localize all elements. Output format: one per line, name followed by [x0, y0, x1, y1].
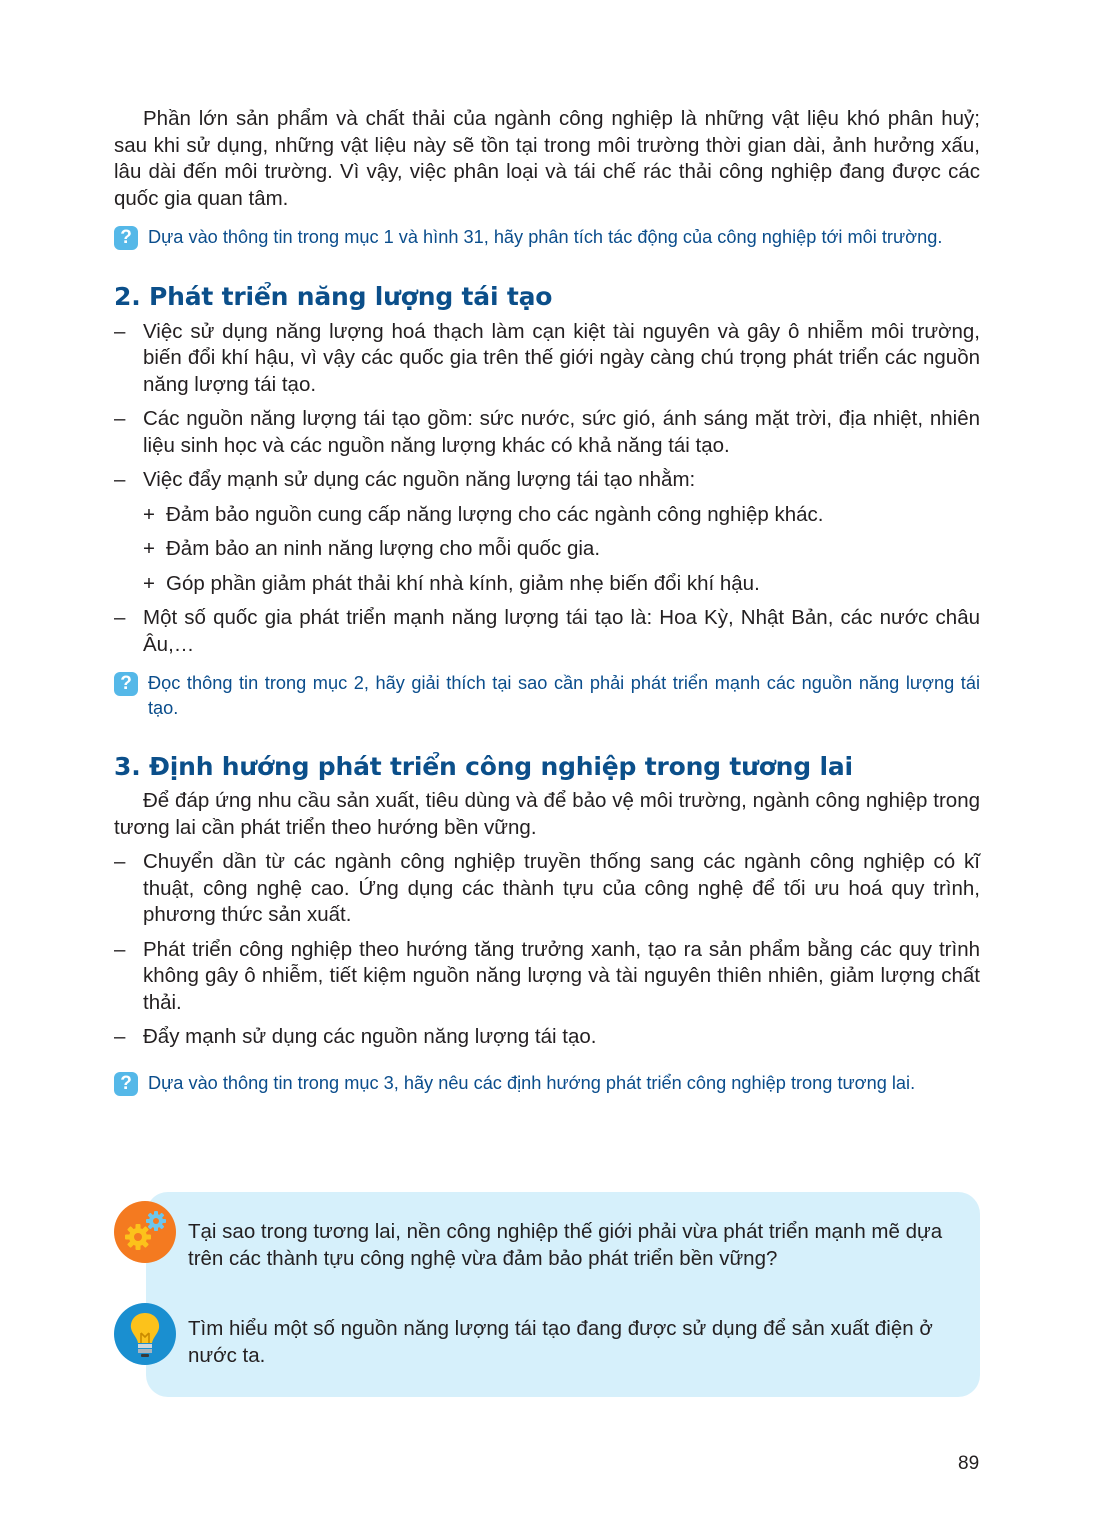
dash-marker: –: [114, 850, 126, 873]
gears-icon: [114, 1201, 176, 1263]
page-number: 89: [958, 1453, 980, 1474]
question-icon: ?: [114, 226, 138, 250]
question-3-text: Dựa vào thông tin trong mục 3, hãy nêu các định hướng phát triển công nghiệp trong tương lai.: [148, 1072, 916, 1093]
dash-marker: –: [114, 937, 126, 961]
question-icon: ?: [114, 672, 138, 696]
dash-marker: –: [114, 468, 126, 491]
plus-marker: +: [143, 537, 155, 560]
plus-marker: +: [143, 571, 155, 595]
dash-marker: –: [114, 1025, 126, 1048]
activity-extend: Tìm hiểu một số nguồn năng lượng tái tạo đang được sử dụng để sản xuất điện ở nước ta.: [188, 1317, 933, 1367]
dash-marker: –: [114, 606, 126, 629]
section3-item-1: – Chuyển dần từ các ngành công nghiệp truyền thống sang các ngành công nghiệp có kĩ thuật, công nghệ cao. Ứng dụng các thành tựu của công nghệ để tối ưu hoá quy trình, phương thức sản xuất.: [114, 850, 980, 926]
plus-marker: +: [143, 502, 155, 526]
section2-sub-3: + Góp phần giảm phát thải khí nhà kính, giảm nhẹ biến đổi khí hậu.: [114, 571, 980, 598]
activity-practice: Tại sao trong tương lai, nền công nghiệp thế giới phải vừa phát triển mạnh mẽ dựa trên các thành tựu công nghệ vừa đảm bảo phát triển bền vững?: [188, 1220, 943, 1270]
section2-sub-2: + Đảm bảo an ninh năng lượng cho mỗi quốc gia.: [114, 536, 980, 563]
question-3: [114, 1071, 980, 1096]
page-content: [114, 106, 980, 1095]
section2-item-3: – Việc đẩy mạnh sử dụng các nguồn năng lượng tái tạo nhằm:: [114, 467, 980, 494]
section2-item-1: – Việc sử dụng năng lượng hoá thạch làm cạn kiệt tài nguyên và gây ô nhiễm môi trường, biến đổi khí hậu, vì vậy các quốc gia trên thế giới ngày càng chú trọng phát triển các nguồn năng lượng tái tạo.: [114, 319, 980, 396]
section3-heading: 3. Định hướng phát triển công nghiệp trong tương lai: [114, 752, 853, 781]
question-1-text: Dựa vào thông tin trong mục 1 và hình 31, hãy phân tích tác động của công nghiệp tới môi trường.: [148, 227, 943, 247]
section3-item-3: – Đẩy mạnh sử dụng các nguồn năng lượng tái tạo.: [114, 1024, 980, 1051]
dash-marker: –: [114, 407, 126, 430]
section3-intro: Để đáp ứng nhu cầu sản xuất, tiêu dùng và để bảo vệ môi trường, ngành công nghiệp trong tương lai cần phát triển theo hướng bền vững.: [114, 789, 980, 839]
lightbulb-icon: [114, 1303, 176, 1365]
section2-sub-1: + Đảm bảo nguồn cung cấp năng lượng cho các ngành công nghiệp khác.: [114, 502, 980, 529]
question-1: [114, 225, 980, 250]
question-2: [114, 671, 980, 720]
question-icon: ?: [114, 1072, 138, 1096]
dash-marker: –: [114, 319, 126, 343]
section1-paragraph: Phần lớn sản phẩm và chất thải của ngành công nghiệp là những vật liệu khó phân huỷ; sau khi sử dụng, những vật liệu này sẽ tồn tại trong môi trường thời gian dài, ảnh hưởng xấu, lâu dài đến môi trường. Vì vậy, việc phân loại và tái chế rác thải công nghiệp đang được các quốc gia quan tâm.: [114, 107, 980, 210]
section2-heading: 2. Phát triển năng lượng tái tạo: [114, 281, 553, 311]
section2-item-2: – Các nguồn năng lượng tái tạo gồm: sức nước, sức gió, ánh sáng mặt trời, địa nhiệt, nhiên liệu sinh học và các nguồn năng lượng khác có khả năng tái tạo.: [114, 407, 980, 457]
section2-item-4: – Một số quốc gia phát triển mạnh năng lượng tái tạo là: Hoa Kỳ, Nhật Bản, các nước châu Âu,…: [114, 606, 980, 656]
question-2-text: Đọc thông tin trong mục 2, hãy giải thích tại sao cần phải phát triển mạnh các nguồn năng lượng tái tạo.: [148, 673, 980, 718]
section3-item-2: – Phát triển công nghiệp theo hướng tăng trưởng xanh, tạo ra sản phẩm bằng các quy trình không gây ô nhiễm, tiết kiệm nguồn năng lượng và tài nguyên thiên nhiên, giảm lượng chất thải.: [114, 937, 980, 1014]
